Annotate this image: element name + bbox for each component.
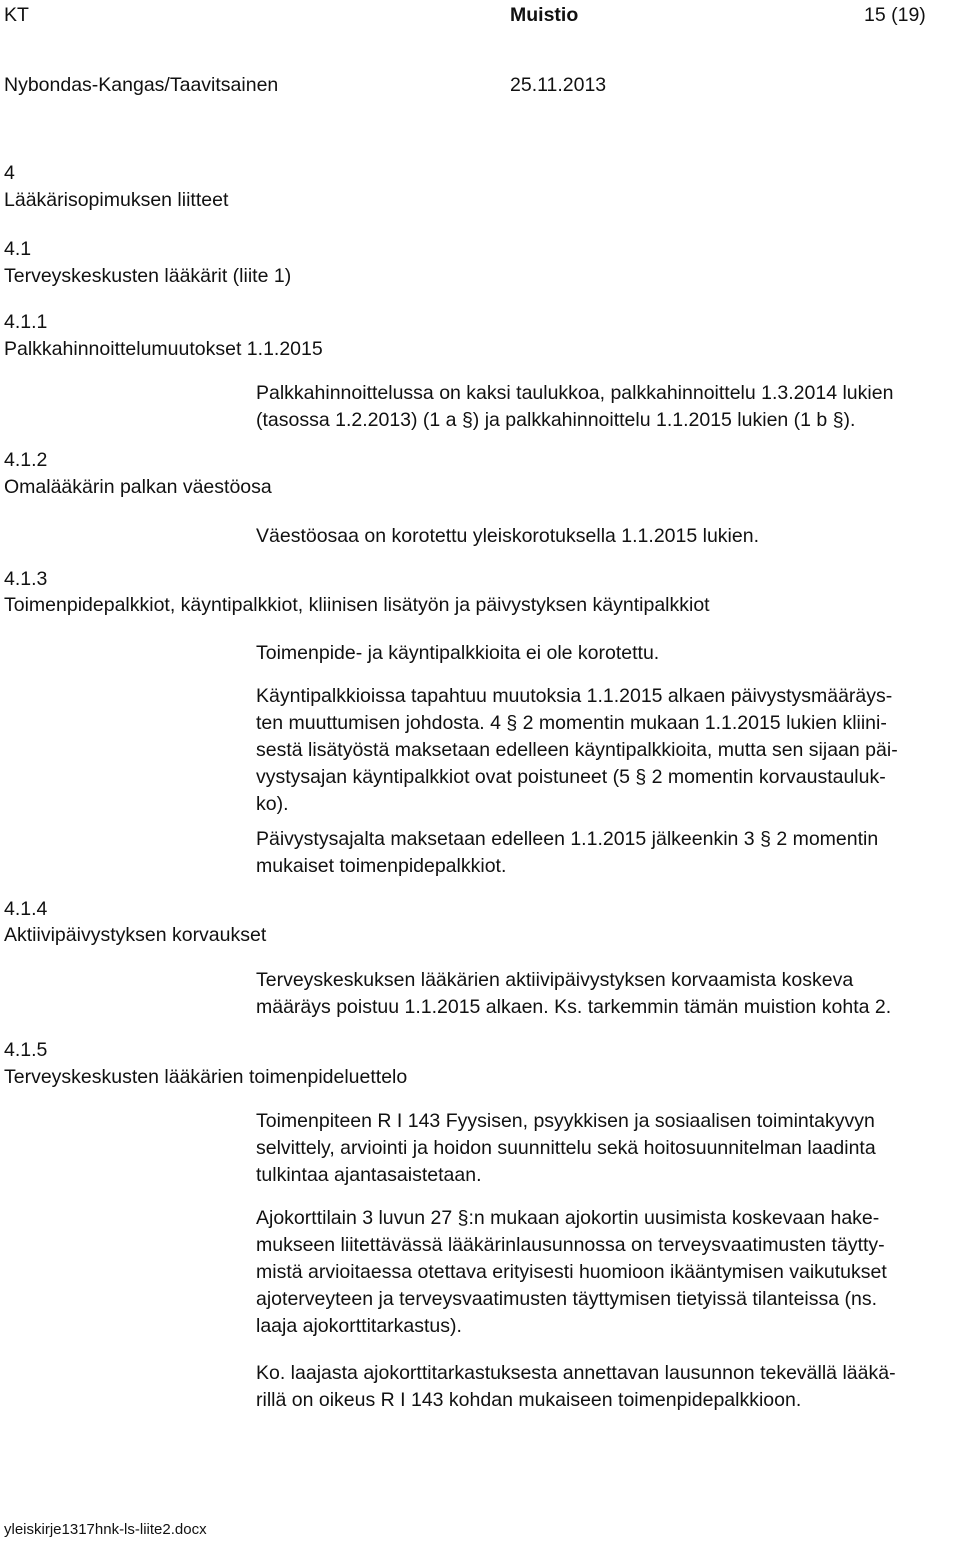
text-line: Käyntipalkkioissa tapahtuu muutoksia 1.1.2015 alkaen päivystysmääräys- xyxy=(256,685,893,707)
section-4-1-1-title: Palkkahinnoittelumuutokset 1.1.2015 xyxy=(4,338,323,360)
text-line: Toimenpide- ja käyntipalkkioita ei ole korotettu. xyxy=(256,642,660,664)
section-4-1-title: Terveyskeskusten lääkärit (liite 1) xyxy=(4,265,292,287)
text-line: laaja ajokorttitarkastus). xyxy=(256,1315,462,1337)
text-line: selvittely, arviointi ja hoidon suunnittelu sekä hoitosuunnitelman laadinta xyxy=(256,1137,876,1159)
header-date: 25.11.2013 xyxy=(510,74,607,96)
paragraph-4-1-1 xyxy=(256,380,956,434)
text-line: vystysajan käyntipalkkiot ovat poistuneet (5 § 2 momentin korvaustauluk- xyxy=(256,766,886,788)
header-authors: Nybondas-Kangas/Taavitsainen xyxy=(4,74,279,96)
header-org: KT xyxy=(4,4,29,26)
paragraph-4-1-5-c xyxy=(256,1360,956,1414)
section-4-number: 4 xyxy=(4,162,15,184)
text-line: sestä lisätyöstä maksetaan edelleen käyntipalkkioita, mutta sen sijaan päi- xyxy=(256,739,898,761)
header-doc-type: Muistio xyxy=(510,4,579,26)
text-line: mukseen liitettävässä lääkärinlausunnossa on terveysvaatimusten täytty- xyxy=(256,1234,885,1256)
text-line: Palkkahinnoittelussa on kaksi taulukkoa, palkkahinnoittelu 1.3.2014 lukien xyxy=(256,382,894,404)
text-line: mukaiset toimenpidepalkkiot. xyxy=(256,855,507,877)
paragraph-4-1-5-b xyxy=(256,1205,956,1340)
paragraph-4-1-2 xyxy=(256,523,956,550)
paragraph-4-1-4 xyxy=(256,967,956,1021)
text-line: ten muuttumisen johdosta. 4 § 2 momentin mukaan 1.1.2015 lukien kliini- xyxy=(256,712,887,734)
paragraph-4-1-3-a xyxy=(256,640,956,667)
paragraph-4-1-5-a xyxy=(256,1108,956,1189)
text-line: tulkintaa ajantasaistetaan. xyxy=(256,1164,482,1186)
section-4-1-4-number: 4.1.4 xyxy=(4,898,48,920)
text-line: rillä on oikeus R I 143 kohdan mukaiseen toimenpidepalkkioon. xyxy=(256,1389,802,1411)
text-line: (tasossa 1.2.2013) (1 a §) ja palkkahinnoittelu 1.1.2015 lukien (1 b §). xyxy=(256,409,856,431)
text-line: mistä arvioitaessa otettava erityisesti huomioon ikääntymisen vaikutukset xyxy=(256,1261,887,1283)
section-4-title: Lääkärisopimuksen liitteet xyxy=(4,189,229,211)
section-4-1-5-number: 4.1.5 xyxy=(4,1039,48,1061)
footer-filename: yleiskirje1317hnk-ls-liite2.docx xyxy=(4,1521,207,1538)
paragraph-4-1-3-c xyxy=(256,826,956,880)
paragraph-4-1-3-b xyxy=(256,683,956,818)
text-line: Päivystysajalta maksetaan edelleen 1.1.2015 jälkeenkin 3 § 2 momentin xyxy=(256,828,879,850)
text-line: Ajokorttilain 3 luvun 27 §:n mukaan ajokortin uusimista koskevaan hake- xyxy=(256,1207,880,1229)
text-line: Väestöosaa on korotettu yleiskorotuksella 1.1.2015 lukien. xyxy=(256,525,759,547)
section-4-1-3-number: 4.1.3 xyxy=(4,568,48,590)
text-line: ajoterveyteen ja terveysvaatimusten täyttymisen tietyissä tilanteissa (ns. xyxy=(256,1288,878,1310)
section-4-1-2-number: 4.1.2 xyxy=(4,449,48,471)
section-4-1-1-number: 4.1.1 xyxy=(4,311,48,333)
text-line: Terveyskeskuksen lääkärien aktiivipäivystyksen korvaamista koskeva xyxy=(256,969,854,991)
section-4-1-number: 4.1 xyxy=(4,238,32,260)
text-line: ko). xyxy=(256,793,289,815)
section-4-1-3-title: Toimenpidepalkkiot, käyntipalkkiot, kliinisen lisätyön ja päivystyksen käyntipalkkiot xyxy=(4,594,710,616)
section-4-1-4-title: Aktiivipäivystyksen korvaukset xyxy=(4,924,267,946)
section-4-1-5-title: Terveyskeskusten lääkärien toimenpideluettelo xyxy=(4,1066,408,1088)
text-line: Ko. laajasta ajokorttitarkastuksesta annettavan lausunnon tekevällä lääkä- xyxy=(256,1362,896,1384)
text-line: määräys poistuu 1.1.2015 alkaen. Ks. tarkemmin tämän muistion kohta 2. xyxy=(256,996,892,1018)
section-4-1-2-title: Omalääkärin palkan väestöosa xyxy=(4,476,272,498)
text-line: Toimenpiteen R I 143 Fyysisen, psyykkisen ja sosiaalisen toimintakyvyn xyxy=(256,1110,875,1132)
header-page-number: 15 (19) xyxy=(864,4,926,26)
